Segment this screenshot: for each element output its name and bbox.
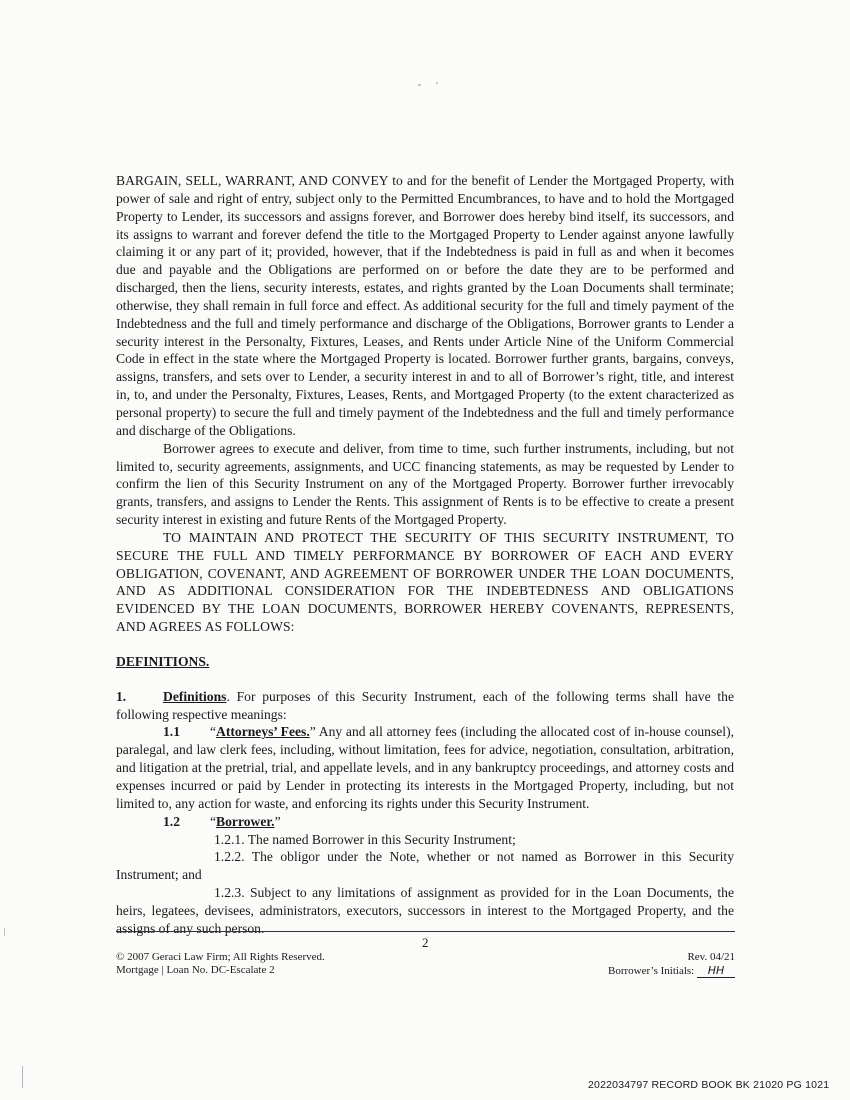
footer-left — [116, 951, 325, 977]
further-instruments-paragraph: Borrower agrees to execute and deliver, from time to time, such further instruments, including, but not limited to, security agreements, assignments, and UCC financing statements, as may be requested by Lender to confirm the lien of this Security Instrument on any of the Mortgaged Property. Borrower further irrevocably grants, transfers, and assigns to Lender the Rents. This assignment of Rents is to be effective to create a present security interest in existing and future Rents of the Mortgaged Property. — [116, 440, 734, 528]
section-1-1-text: Any and all attorney fees (including the allocated cost of in-house counsel), paralegal, and law clerk fees, including, without limitation, fees for advice, negotiation, consultation, arbitration, and litigation at the pretrial, trial, and appellate levels, and in any bankruptcy proceedings, and attorney costs and expenses incurred or paid by Lender in protecting its interests in the Mortgaged Property, including, but not limited to, any action for waste, and enforcing its rights under this Security Instrument. — [116, 724, 734, 811]
section-1-1-title: Attorneys’ Fees. — [216, 724, 310, 740]
section-1-2-number: 1.2 — [163, 813, 180, 829]
section-1-2-2: 1.2.2. The obligor under the Note, whether or not named as Borrower in this Security Instrument; and — [116, 849, 734, 883]
initials-line — [608, 964, 735, 978]
section-1-title: Definitions — [163, 688, 227, 704]
section-1-2-3: 1.2.3. Subject to any limitations of assignment as provided for in the Loan Documents, the heirs, legatees, devisees, administrators, executors, successors in interest to the Mortgaged Property, and the assigns of any such person. — [116, 885, 734, 936]
initials-label: Borrower’s Initials: — [607, 965, 695, 977]
conveyance-paragraph: BARGAIN, SELL, WARRANT, AND CONVEY to and for the benefit of Lender the Mortgaged Property, with power of sale and right of entry, subject only to the Permitted Encumbrances, to have and to hold the Mortgaged Property to Lender, its successors and assigns forever, and Borrower does hereby bind itself, its successors, and its assigns to warrant and forever defend the title to the Mortgaged Property to Lender against anyone lawfully claiming it or any part of it; provided, however, that if the Indebtedness is paid in full as and when it becomes due and payable and the Obligations are performed on or before the date they are to be performed and discharged, then the liens, security interests, estates, and rights granted by the Loan Documents shall terminate; otherwise, they shall remain in full force and effect. As additional security for the full and timely payment of the Indebtedness and the full and timely performance and discharge of the Obligations, Borrower grants to Lender a security interest in the Personalty, Fixtures, Leases, and Rents under Article Nine of the Uniform Commercial Code in effect in the state where the Mortgaged Property is located. Borrower further grants, bargains, conveys, assigns, transfers, and sets over to Lender, a security interest in and to all of Borrower’s right, title, and interest in, to, and under the Personalty, Fixtures, Leases, Rents, and Mortgaged Property (to the extent characterized as personal property) to secure the full and timely payment of the Indebtedness and the full and timely performance and discharge of the Obligations. — [116, 173, 734, 438]
covenants-paragraph: TO MAINTAIN AND PROTECT THE SECURITY OF THIS SECURITY INSTRUMENT, TO SECURE THE FULL AND TIMELY PERFORMANCE BY BORROWER OF EACH AND EVERY OBLIGATION, COVENANT, AND AGREEMENT OF BORROWER UNDER THE LOAN DOCUMENTS, AND AS ADDITIONAL CONSIDERATION FOR THE INDEBTEDNESS AND OBLIGATIONS EVIDENCED BY THE LOAN DOCUMENTS, BORROWER HEREBY COVENANTS, REPRESENTS, AND AGREES AS FOLLOWS: — [116, 529, 734, 635]
footer-divider — [116, 931, 735, 932]
recording-stamp: 2022034797 RECORD BOOK BK 21020 PG 1021 — [588, 1079, 830, 1091]
scan-speck — [22, 1066, 23, 1088]
section-1-text: . For purposes of this Security Instrument, each of the following terms shall have the following respective meanings: — [116, 688, 734, 722]
scan-speck — [436, 82, 438, 84]
scan-speck — [418, 84, 421, 86]
scan-speck — [4, 928, 5, 936]
section-1 — [116, 688, 734, 724]
section-1-1: 1.1 “Attorneys’ Fees.” Any and all attorney fees (including the allocated cost of in-house counsel), paralegal, and law clerk fees, including, without limitation, fees for advice, negotiation, consultation, arbitration, and litigation at the pretrial, trial, and appellate levels, and in any bankruptcy proceedings, and attorney costs and expenses incurred or paid by Lender in protecting its interests in the Mortgaged Property, including, but not limited to, any action for waste, and enforcing its rights under this Security Instrument. — [116, 724, 734, 811]
section-1-2: 1.2 “Borrower.” — [163, 813, 281, 829]
section-1-number: 1. — [116, 688, 127, 704]
loan-number: Mortgage | Loan No. DC-Escalate 2 — [116, 964, 275, 976]
copyright-notice: © 2007 Geraci Law Firm; All Rights Reserved. — [116, 951, 325, 963]
revision-label: Rev. 04/21 — [687, 951, 735, 963]
borrower-initials: HH — [697, 964, 735, 978]
footer-right — [608, 951, 735, 978]
document-body — [116, 172, 734, 938]
section-1-2-1: 1.2.1. The named Borrower in this Security Instrument; — [214, 831, 516, 847]
page-number: 2 — [422, 935, 429, 950]
section-1-1-number: 1.1 — [163, 724, 180, 740]
section-1-2-title: Borrower. — [216, 813, 275, 829]
definitions-heading: DEFINITIONS. — [116, 653, 210, 669]
